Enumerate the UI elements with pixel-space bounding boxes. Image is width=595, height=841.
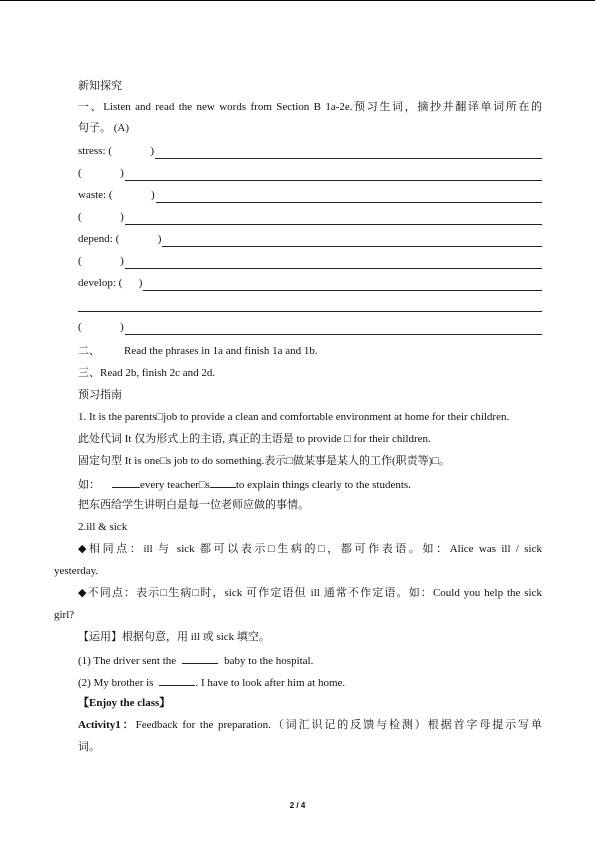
question-1-suffix: baby to the hospital. [224, 655, 314, 667]
answer-line[interactable] [125, 258, 542, 269]
task2-number: 二、 [78, 345, 100, 357]
answer-row-stress-translation[interactable] [78, 167, 542, 181]
answer-row-label: ( ) [78, 255, 124, 268]
answer-row-label: ( ) [78, 167, 124, 180]
answer-row-waste-translation[interactable] [78, 211, 542, 225]
task1-instruction-cont: 句子。 (A) [78, 122, 130, 134]
answer-row-label: ( ) [78, 321, 124, 334]
answer-line[interactable] [143, 280, 542, 291]
answer-row-label: stress: ( ) [78, 145, 155, 158]
task3: 三、Read 2b, finish 2c and 2d. [78, 367, 216, 379]
answer-row-label: depend: ( ) [78, 233, 162, 246]
guide-note-subject: 此处代词 It 仅为形式上的主语, 真正的主语是 to provide □ for their children. [78, 433, 431, 445]
answer-row-depend-translation[interactable] [78, 255, 542, 269]
answer-line[interactable] [125, 214, 542, 225]
guide-example [78, 477, 411, 493]
question-2-blank[interactable] [159, 675, 195, 686]
answer-row-develop-translation[interactable] [78, 321, 542, 335]
question-2-prefix: (2) My brother is [78, 677, 154, 689]
task2 [78, 345, 318, 359]
answer-row-label: ( ) [78, 211, 124, 224]
enjoy-class-title: 【Enjoy the class】 [78, 697, 171, 709]
guide-title: 预习指南 [78, 389, 122, 401]
answer-row-develop[interactable] [78, 277, 542, 291]
section-title: 新知探究 [78, 80, 122, 92]
same-point: ◆相同点：ill 与 sick 都可以表示□生病的□，都可作表语。如：Alice was ill / sick [78, 543, 542, 555]
page-number: 2 / 4 [289, 801, 306, 810]
apply-question-1 [78, 653, 313, 669]
page-top-border [0, 0, 595, 1]
task2-text: Read the phrases in 1a and finish 1a and 1b. [124, 345, 318, 357]
answer-row-waste[interactable] [78, 189, 542, 203]
answer-row-stress[interactable] [78, 145, 542, 159]
activity1-label: Activity1： [78, 719, 136, 731]
task1-instruction: 一、Listen and read the new words from Section B 1a-2e.预习生词，摘抄并翻译单词所在的 [78, 101, 542, 113]
question-1-prefix: (1) The driver sent the [78, 655, 177, 667]
same-point-cont: yesterday. [54, 565, 99, 577]
guide-point-2: 2.ill & sick [78, 521, 128, 533]
answer-row-label: develop: ( ) [78, 277, 143, 290]
answer-row-label: waste: ( ) [78, 189, 155, 202]
example-blank-1[interactable] [112, 477, 140, 488]
answer-line[interactable] [162, 236, 542, 247]
activity1 [78, 719, 542, 733]
guide-point-1: 1. It is the parents□job to provide a clean and comfortable environment at home for their children. [78, 411, 510, 423]
guide-note-pattern: 固定句型 It is one□s job to do something.表示□做某事是某人的工作(职责等)□。 [78, 455, 450, 467]
diff-point: ◆不同点：表示□生病□时，sick 可作定语但 ill 通常不作定语。如：Could you help the sick [78, 587, 542, 599]
answer-line[interactable] [155, 148, 542, 159]
question-1-blank[interactable] [182, 653, 218, 664]
answer-line[interactable] [125, 170, 542, 181]
guide-example-translation: 把东西给学生讲明白是每一位老师应做的事情。 [78, 499, 309, 511]
answer-row-depend[interactable] [78, 233, 542, 247]
diff-point-cont: girl? [54, 609, 75, 621]
example-prefix: 如： [78, 479, 100, 491]
activity1-text: Feedback for the preparation.（词汇识记的反馈与检测）根据首字母提示写单 [135, 719, 542, 731]
question-2-suffix: . I have to look after him at home. [195, 677, 346, 689]
answer-line-extra[interactable] [78, 311, 542, 312]
apply-question-2 [78, 675, 345, 691]
answer-line[interactable] [125, 324, 542, 335]
example-suffix: to explain things clearly to the students. [235, 479, 411, 491]
apply-title: 【运用】根据句意，用 ill 或 sick 填空。 [78, 631, 270, 643]
example-middle: every teacher□s [140, 479, 210, 491]
answer-line[interactable] [156, 192, 542, 203]
activity1-cont: 词。 [78, 741, 100, 753]
example-blank-2[interactable] [210, 477, 236, 488]
